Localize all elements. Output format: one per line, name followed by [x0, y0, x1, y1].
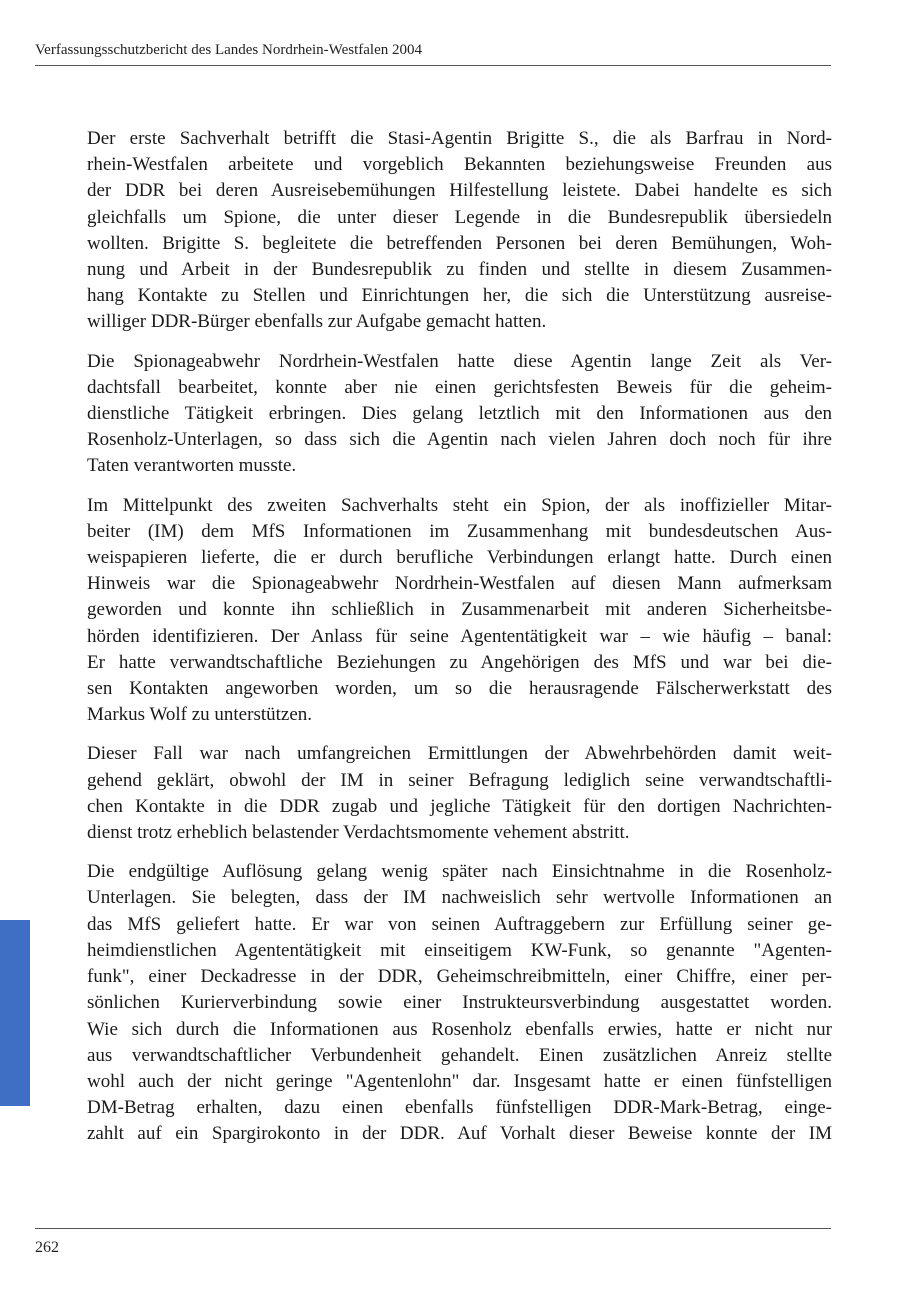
text-line: Er hatte verwandtschaftliche Beziehungen zu Angehörigen des MfS und war bei die-: [87, 651, 832, 673]
text-line: gehend geklärt, obwohl der IM in seiner Befragung lediglich seine verwandtschaftli-: [87, 769, 832, 791]
text-line: geworden und konnte ihn schließlich in Zusammenarbeit mit anderen Sicherheitsbe-: [87, 599, 832, 621]
paragraph-5: [87, 859, 832, 1147]
text-line: Im Mittelpunkt des zweiten Sachverhalts steht ein Spion, der als inoffizieller Mitar-: [87, 494, 832, 516]
paragraph-3: [87, 493, 832, 729]
text-line: aus verwandtschaftlicher Verbundenheit gehandelt. Einen zusätzlichen Anreiz stellte: [87, 1044, 832, 1066]
text-line: heimdienstlichen Agententätigkeit mit einseitigem KW-Funk, so genannte "Agenten-: [87, 939, 832, 961]
paragraph-1: [87, 126, 832, 336]
text-line: Rosenholz-Unterlagen, so dass sich die Agentin nach vielen Jahren doch noch für ihre: [87, 429, 832, 451]
footer-divider: [35, 1228, 831, 1229]
text-line: beiter (IM) dem MfS Informationen im Zusammenhang mit bundesdeutschen Aus-: [87, 520, 832, 542]
text-line: nung und Arbeit in der Bundesrepublik zu finden und stellte in diesem Zusammen-: [87, 259, 832, 281]
chapter-side-tab: [0, 920, 30, 1106]
text-line: weispapieren lieferte, die er durch berufliche Verbindungen erlangt hatte. Durch einen: [87, 547, 832, 569]
text-line: gleichfalls um Spione, die unter dieser Legende in die Bundesrepublik übersiedeln: [87, 206, 832, 228]
header-divider: [35, 65, 831, 66]
text-line: funk", einer Deckadresse in der DDR, Geheimschreibmitteln, einer Chiffre, einer per-: [87, 966, 832, 988]
text-line: Wie sich durch die Informationen aus Rosenholz ebenfalls erwies, hatte er nicht nur: [87, 1018, 832, 1040]
text-line: Dieser Fall war nach umfangreichen Ermittlungen der Abwehrbehörden damit weit-: [87, 743, 832, 765]
text-line: der DDR bei deren Ausreisebemühungen Hilfestellung leistete. Dabei handelte es sich: [87, 180, 832, 202]
text-line: sönlichen Kurierverbindung sowie einer Instrukteursverbindung ausgestattet worden.: [87, 992, 832, 1014]
paragraph-4: [87, 741, 832, 846]
text-line: Taten verantworten musste.: [87, 455, 297, 477]
body-text: [87, 126, 832, 1161]
text-line: zahlt auf ein Spargirokonto in der DDR. Auf Vorhalt dieser Beweise konnte der IM: [87, 1123, 832, 1145]
text-line: DM-Betrag erhalten, dazu einen ebenfalls fünfstelligen DDR-Mark-Betrag, einge-: [87, 1097, 832, 1119]
running-header-title: Verfassungsschutzbericht des Landes Nordrhein-Westfalen 2004: [35, 42, 423, 58]
text-line: Die endgültige Auflösung gelang wenig später nach Einsichtnahme in die Rosenholz-: [87, 861, 832, 883]
text-line: wollten. Brigitte S. begleitete die betreffenden Personen bei deren Bemühungen, Woh-: [87, 232, 832, 254]
text-line: Der erste Sachverhalt betrifft die Stasi-Agentin Brigitte S., die als Barfrau in Nord-: [87, 128, 832, 149]
text-line: hörden identifizieren. Der Anlass für seine Agententätigkeit war – wie häufig – banal:: [87, 625, 832, 647]
page-number: 262: [35, 1239, 59, 1256]
text-line: chen Kontakte in die DDR zugab und jegliche Tätigkeit für den dortigen Nachrichten-: [87, 795, 832, 817]
text-line: wohl auch der nicht geringe "Agentenlohn" dar. Insgesamt hatte er einen fünfstelligen: [87, 1070, 832, 1092]
text-line: williger DDR-Bürger ebenfalls zur Aufgabe gemacht hatten.: [87, 311, 547, 333]
text-line: Markus Wolf zu unterstützen.: [87, 704, 313, 726]
text-line: das MfS geliefert hatte. Er war von seinen Auftraggebern zur Erfüllung seiner ge-: [87, 913, 832, 935]
paragraph-2: [87, 349, 832, 480]
text-line: dienst trotz erheblich belastender Verdachtsmomente vehement abstritt.: [87, 822, 630, 844]
text-line: Unterlagen. Sie belegten, dass der IM nachweislich sehr wertvolle Informationen an: [87, 887, 832, 909]
text-line: Die Spionageabwehr Nordrhein-Westfalen hatte diese Agentin lange Zeit als Ver-: [87, 350, 832, 372]
text-line: dachtsfall bearbeitet, konnte aber nie einen gerichtsfesten Beweis für die geheim-: [87, 376, 832, 398]
text-line: rhein-Westfalen arbeitete und vorgeblich Bekannten beziehungsweise Freunden aus: [87, 154, 832, 176]
text-line: sen Kontakten angeworben worden, um so die herausragende Fälscherwerkstatt des: [87, 678, 832, 700]
text-line: dienstliche Tätigkeit erbringen. Dies gelang letztlich mit den Informationen aus den: [87, 403, 832, 425]
text-line: Hinweis war die Spionageabwehr Nordrhein-Westfalen auf diesen Mann aufmerksam: [87, 573, 832, 595]
text-line: hang Kontakte zu Stellen und Einrichtungen her, die sich die Unterstützung ausreise-: [87, 285, 832, 307]
